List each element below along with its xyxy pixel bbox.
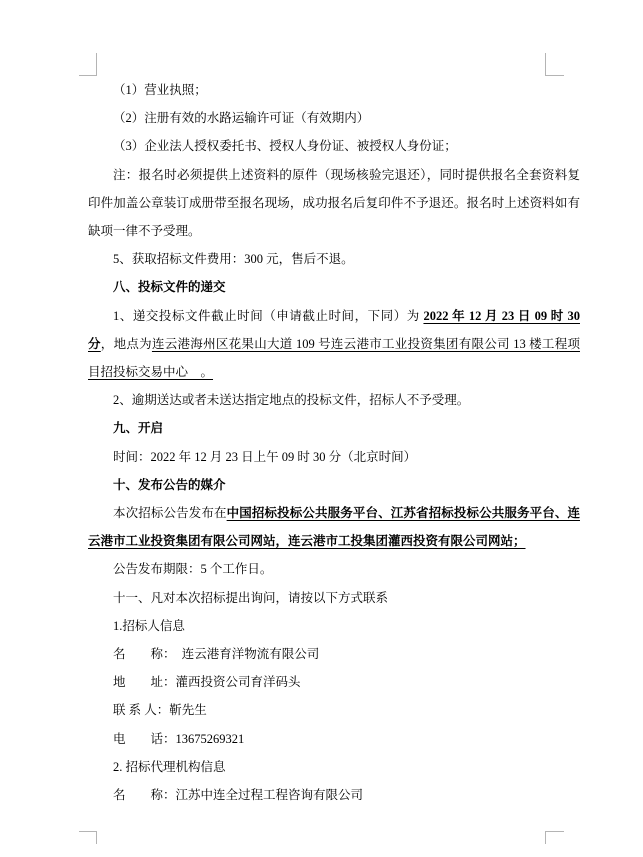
row-tenderer-address xyxy=(88,668,580,696)
section-heading-media: 十、发布公告的媒介 xyxy=(113,477,226,492)
crop-mark-bottom-right xyxy=(545,831,564,844)
heading-tenderer-info: 1.招标人信息 xyxy=(113,618,185,633)
paragraph-note: 注：报名时必须提供上述资料的原件（现场核验完退还），同时提供报名全套资料复印件加盖公章装订成册带至报名现场，成功报名后复印件不予退还。报名时上述资料如有缺项一律不予受理。 xyxy=(88,167,580,239)
media-platforms-value: 中国招标投标公共服务平台、江苏省招标投标公共服务平台、连云港市工业投资集团有限公司网站，连云港市工投集团灌西投资有限公司网站； xyxy=(88,506,580,549)
paragraph-media xyxy=(88,499,580,555)
tenderer-phone-value: 13675269321 xyxy=(175,731,245,746)
row-tenderer-phone xyxy=(88,725,580,753)
list-item-authorization-letter: （3）企业法人授权委托书、授权人身份证、被授权人身份证； xyxy=(113,139,457,154)
submission-middle-text: ，地点为 xyxy=(100,336,152,351)
submission-deadline-value: 2022 年 12 月 23 日 09 时 30 分 xyxy=(88,308,580,351)
tenderer-phone-label: 电 话： xyxy=(113,731,176,746)
section-heading-bid-submission: 八、投标文件的递交 xyxy=(113,280,226,295)
list-item-business-license: （1）营业执照； xyxy=(113,83,207,97)
tenderer-name-value: 连云港育洋物流有限公司 xyxy=(181,647,320,662)
paragraph-late-delivery: 2、逾期送达或者未送达指定地点的投标文件，招标人不予受理。 xyxy=(113,393,470,408)
tenderer-address-value: 灌西投资公司育洋码头 xyxy=(175,675,301,690)
tenderer-address-label: 地 址： xyxy=(113,675,176,690)
row-tenderer-name xyxy=(88,640,580,668)
section-heading-opening: 九、开启 xyxy=(113,421,164,436)
crop-mark-top-right xyxy=(545,53,564,76)
row-tenderer-contact xyxy=(88,696,580,724)
crop-mark-top-left xyxy=(79,53,97,76)
tenderer-contact-value: 靳先生 xyxy=(169,703,207,718)
heading-agency-info: 2. 招标代理机构信息 xyxy=(113,759,226,774)
submission-prefix-text: 1、递交投标文件截止时间（申请截止时间，下同）为 xyxy=(113,308,424,323)
submission-address-value: 连云港海州区花果山大道 109 号连云港市工业投资集团有限公司 13 楼工程项目招投标交易中心 。 xyxy=(88,336,580,380)
tenderer-name-label: 名 称： xyxy=(113,647,182,662)
media-prefix-text: 本次招标公告发布在 xyxy=(113,506,227,521)
tenderer-contact-label: 联 系 人： xyxy=(113,703,170,718)
paragraph-opening-time: 时间：2022 年 12 月 23 日上午 09 时 30 分（北京时间） xyxy=(113,449,417,464)
paragraph-publish-period: 公告发布期限：5 个工作日。 xyxy=(113,562,273,577)
row-agency-name xyxy=(88,781,580,809)
list-item-document-fee: 5、获取招标文件费用：300 元，售后不退。 xyxy=(113,252,354,267)
section-heading-contact: 十一、凡对本次招标提出询问，请按以下方式联系 xyxy=(113,590,389,605)
agency-name-value: 江苏中连全过程工程咨询有限公司 xyxy=(175,788,364,803)
list-item-waterway-permit: （2）注册有效的水路运输许可证（有效期内） xyxy=(113,111,370,126)
agency-name-label: 名 称： xyxy=(113,788,176,803)
paragraph-submission-deadline xyxy=(88,302,580,387)
crop-mark-bottom-left xyxy=(79,831,97,844)
document-content xyxy=(88,76,580,809)
